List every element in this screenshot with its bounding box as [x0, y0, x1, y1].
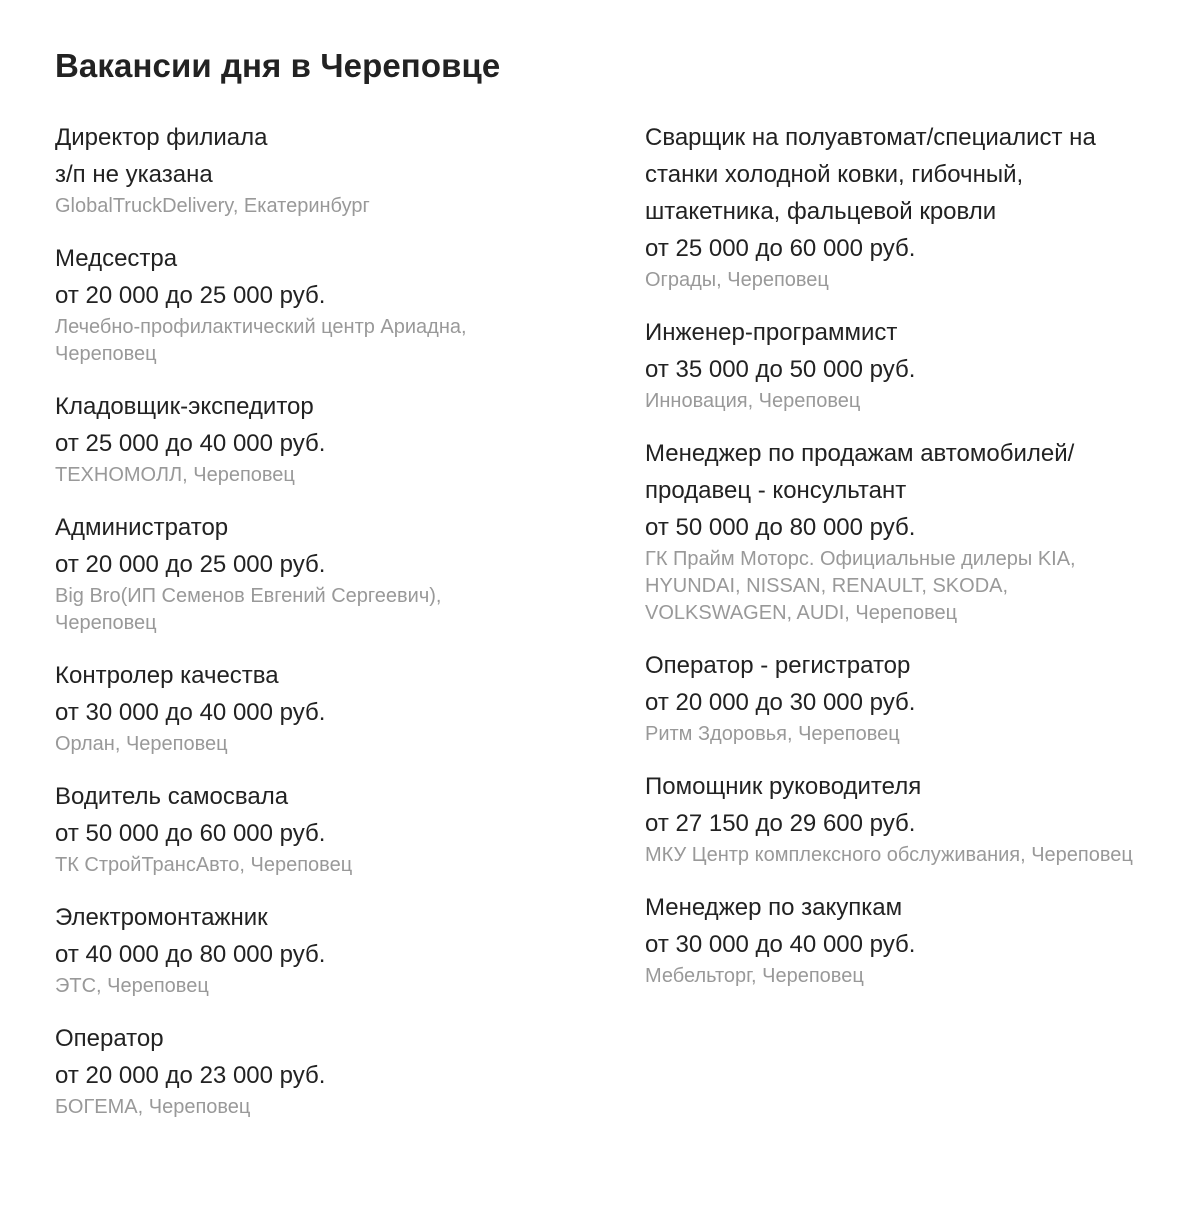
vacancy-company: Ритм Здоровья, Череповец	[645, 723, 900, 745]
vacancy-item	[645, 768, 1145, 869]
vacancy-title-link[interactable]: Кладовщик-экспедитор	[55, 393, 314, 420]
vacancy-salary: от 25 000 до 40 000 руб.	[55, 430, 326, 457]
vacancy-salary: от 35 000 до 50 000 руб.	[645, 356, 916, 383]
vacancy-company: Ограды, Череповец	[645, 269, 829, 291]
vacancy-title-link[interactable]: Контролер качества	[55, 662, 279, 689]
vacancy-salary: от 20 000 до 23 000 руб.	[55, 1062, 326, 1089]
vacancy-salary: от 50 000 до 60 000 руб.	[55, 820, 326, 847]
vacancy-company: ГК Прайм Моторс. Официальные дилеры KIA, HYUNDAI, NISSAN, RENAULT, SKODA, VOLKSWAGEN, AUDI, Череповец	[645, 548, 1076, 624]
vacancy-title-link[interactable]: Электромонтажник	[55, 904, 268, 931]
vacancy-item	[645, 119, 1145, 294]
vacancy-company: GlobalTruckDelivery, Екатеринбург	[55, 195, 370, 217]
vacancy-company: Орлан, Череповец	[55, 733, 228, 755]
vacancy-company: Лечебно-профилактический центр Ариадна, Череповец	[55, 316, 467, 365]
vacancy-company: Big Bro(ИП Семенов Евгений Сергеевич), Череповец	[55, 585, 442, 634]
vacancy-item	[55, 1020, 645, 1121]
vacancy-item	[645, 435, 1145, 627]
vacancy-item	[55, 388, 645, 489]
vacancy-item	[645, 314, 1145, 415]
vacancy-title-link[interactable]: Водитель самосвала	[55, 783, 289, 810]
vacancy-title-link[interactable]: Помощник руководителя	[645, 773, 922, 800]
vacancy-title-link[interactable]: Менеджер по закупкам	[645, 894, 903, 921]
vacancy-salary: от 30 000 до 40 000 руб.	[645, 931, 916, 958]
vacancy-salary: от 20 000 до 25 000 руб.	[55, 551, 326, 578]
vacancy-title-link[interactable]: Оператор - регистратор	[645, 652, 911, 679]
vacancy-title-link[interactable]: Администратор	[55, 514, 229, 541]
vacancy-item	[645, 889, 1145, 990]
vacancy-company: Инновация, Череповец	[645, 390, 861, 412]
vacancy-salary: от 25 000 до 60 000 руб.	[645, 235, 916, 262]
vacancy-salary: от 20 000 до 30 000 руб.	[645, 689, 916, 716]
vacancy-title-link[interactable]: Менеджер по продажам автомобилей/продавец - консультант	[645, 440, 1075, 504]
vacancy-item	[55, 778, 645, 879]
vacancy-item	[55, 240, 645, 368]
vacancy-title-link[interactable]: Оператор	[55, 1025, 164, 1052]
vacancy-item	[645, 647, 1145, 748]
vacancy-company: БОГЕМА, Череповец	[55, 1096, 251, 1118]
vacancy-company: ЭТС, Череповец	[55, 975, 209, 997]
vacancy-item	[55, 899, 645, 1000]
vacancy-salary: от 20 000 до 25 000 руб.	[55, 282, 326, 309]
vacancy-salary: от 40 000 до 80 000 руб.	[55, 941, 326, 968]
page-title: Вакансии дня в Череповце	[55, 47, 501, 84]
vacancy-list-left	[55, 119, 645, 1141]
vacancy-item	[55, 509, 645, 637]
vacancy-item	[55, 119, 645, 220]
vacancy-company: Мебельторг, Череповец	[645, 965, 864, 987]
vacancy-title-link[interactable]: Инженер-программист	[645, 319, 898, 346]
vacancy-item	[55, 657, 645, 758]
vacancy-salary: от 30 000 до 40 000 руб.	[55, 699, 326, 726]
vacancy-salary: з/п не указана	[55, 161, 213, 188]
vacancy-columns	[55, 119, 1145, 1141]
vacancy-list-right	[645, 119, 1145, 1010]
vacancy-salary: от 27 150 до 29 600 руб.	[645, 810, 916, 837]
vacancy-title-link[interactable]: Сварщик на полуавтомат/специалист на станки холодной ковки, гибочный, штакетника, фальцевой кровли	[645, 124, 1096, 225]
vacancy-company: ТЕХНОМОЛЛ, Череповец	[55, 464, 295, 486]
vacancy-title-link[interactable]: Медсестра	[55, 245, 178, 272]
vacancy-title-link[interactable]: Директор филиала	[55, 124, 268, 151]
vacancy-salary: от 50 000 до 80 000 руб.	[645, 514, 916, 541]
vacancy-company: ТК СтройТрансАвто, Череповец	[55, 854, 353, 876]
vacancy-company: МКУ Центр комплексного обслуживания, Череповец	[645, 844, 1133, 866]
